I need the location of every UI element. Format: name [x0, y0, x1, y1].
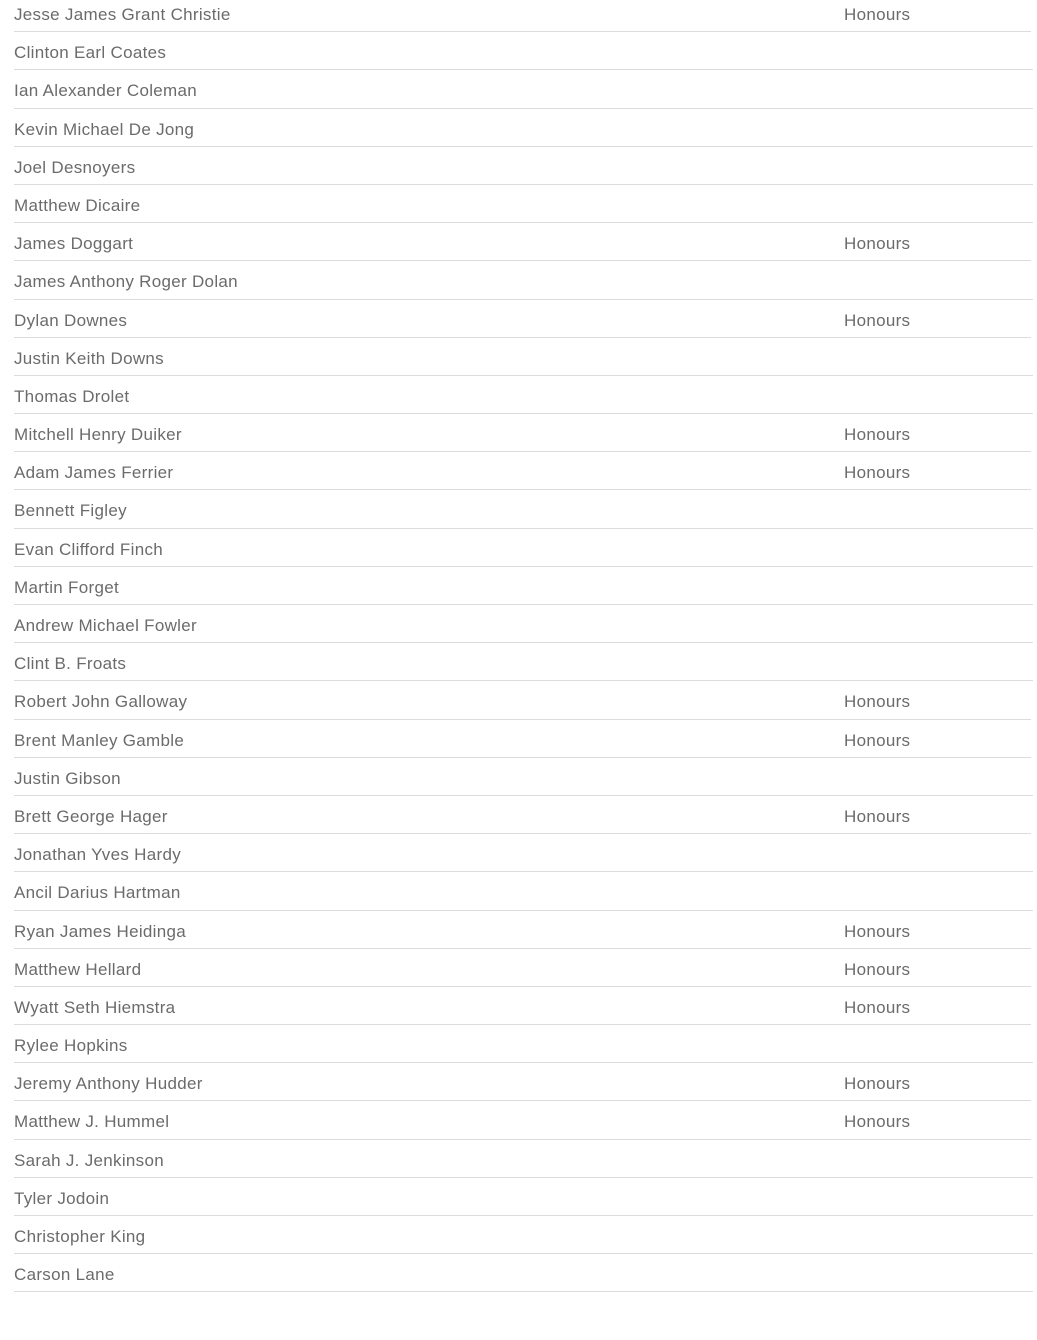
graduate-name: Jonathan Yves Hardy	[14, 845, 181, 865]
graduate-name: Dylan Downes	[14, 310, 128, 330]
table-row	[14, 1025, 1033, 1063]
table-row	[14, 261, 1033, 299]
graduate-list	[14, 0, 1033, 1292]
graduate-name: Ryan James Heidinga	[14, 921, 187, 941]
graduate-name: Andrew Michael Fowler	[14, 616, 197, 635]
graduate-name: Ancil Darius Hartman	[14, 883, 181, 903]
table-row	[14, 1178, 1033, 1216]
graduate-name: Evan Clifford Finch	[14, 539, 164, 559]
honours-label: Honours	[844, 959, 911, 979]
graduate-name: Adam James Ferrier	[14, 463, 174, 483]
graduate-name: Matthew J. Hummel	[14, 1112, 170, 1132]
honours-label: Honours	[844, 425, 911, 445]
table-row	[14, 567, 1033, 605]
graduate-name: Ian Alexander Coleman	[14, 81, 198, 101]
table-row	[14, 185, 1033, 223]
graduate-name: Brett George Hager	[14, 806, 168, 826]
graduate-name: Matthew Dicaire	[14, 195, 141, 215]
graduate-name: Tyler Jodoin	[14, 1188, 110, 1208]
graduate-name: Robert John Galloway	[14, 692, 188, 712]
graduate-name: Sarah J. Jenkinson	[14, 1150, 164, 1170]
graduate-name: Christopher King	[14, 1227, 146, 1246]
table-row	[14, 0, 1031, 32]
table-row	[14, 32, 1033, 70]
table-row	[14, 758, 1033, 796]
graduate-name: Joel Desnoyers	[14, 157, 136, 177]
table-row	[14, 643, 1033, 681]
graduate-name: Kevin Michael De Jong	[14, 119, 195, 139]
table-row	[14, 834, 1033, 872]
graduate-name: Rylee Hopkins	[14, 1036, 128, 1056]
graduate-name: Matthew Hellard	[14, 959, 142, 979]
honours-label: Honours	[844, 1112, 911, 1132]
honours-label: Honours	[844, 730, 911, 750]
honours-label: Honours	[844, 806, 911, 826]
table-row	[14, 376, 1033, 414]
graduate-name: Jesse James Grant Christie	[14, 5, 231, 24]
table-row	[14, 1063, 1031, 1101]
graduate-name: James Anthony Roger Dolan	[14, 272, 238, 292]
table-row	[14, 529, 1033, 567]
table-row	[14, 681, 1031, 719]
graduate-name: Carson Lane	[14, 1265, 115, 1285]
graduate-name: Justin Keith Downs	[14, 348, 164, 368]
table-row	[14, 490, 1033, 528]
graduate-name: Martin Forget	[14, 577, 119, 597]
graduate-name: Wyatt Seth Hiemstra	[14, 997, 176, 1017]
table-row	[14, 605, 1033, 643]
table-row	[14, 872, 1033, 910]
table-row	[14, 1101, 1031, 1139]
table-row	[14, 949, 1031, 987]
honours-label: Honours	[844, 234, 911, 254]
graduate-name: Thomas Drolet	[14, 386, 130, 406]
honours-label: Honours	[844, 997, 911, 1017]
table-row	[14, 300, 1031, 338]
table-row	[14, 1216, 1033, 1254]
honours-label: Honours	[844, 692, 911, 712]
table-row	[14, 720, 1031, 758]
graduate-name: Jeremy Anthony Hudder	[14, 1074, 203, 1094]
honours-label: Honours	[844, 463, 911, 483]
graduate-name: James Doggart	[14, 234, 134, 254]
graduate-name: Clinton Earl Coates	[14, 43, 167, 63]
table-row	[14, 911, 1031, 949]
table-row	[14, 987, 1031, 1025]
graduate-name: Clint B. Froats	[14, 654, 127, 674]
graduate-name: Mitchell Henry Duiker	[14, 425, 182, 445]
table-row	[14, 338, 1033, 376]
honours-label: Honours	[844, 5, 911, 24]
graduate-name: Justin Gibson	[14, 768, 121, 788]
table-row	[14, 70, 1033, 108]
table-row	[14, 1140, 1033, 1178]
table-row	[14, 109, 1033, 147]
honours-label: Honours	[844, 921, 911, 941]
table-row	[14, 147, 1033, 185]
table-row	[14, 796, 1031, 834]
graduate-name: Bennett Figley	[14, 501, 127, 521]
table-row	[14, 414, 1031, 452]
table-row	[14, 223, 1031, 261]
table-row	[14, 452, 1031, 490]
table-row	[14, 1254, 1033, 1292]
honours-label: Honours	[844, 1074, 911, 1094]
graduate-name: Brent Manley Gamble	[14, 730, 185, 750]
honours-label: Honours	[844, 310, 911, 330]
